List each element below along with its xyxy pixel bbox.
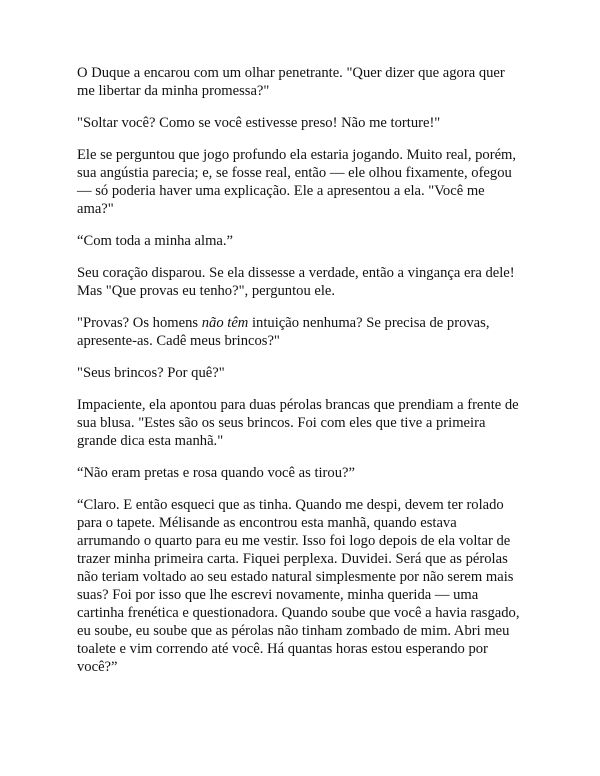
- paragraph-10: “Claro. E então esqueci que as tinha. Quando me despi, devem ter rolado para o tapete. Mélisande as encontrou esta manhã, quando estava arrumando o quarto para eu me vestir. Isso foi logo depois de ela voltar de trazer minha primeira carta. Fiquei perplexa. Duvidei. Será que as pérolas não teriam voltado ao seu estado natural simplesmente por não serem mais suas? Foi por isso que lhe escrevi novamente, minha querida — uma cartinha frenética e questionadora. Quando soube que você a havia rasgado, eu soube, eu soube que as pérolas não tinham zombado de mim. Abri meu toalete e vim correndo até você. Há quantas horas estou esperando por você?”: [77, 497, 520, 675]
- paragraph-6-italic: não têm: [201, 315, 249, 331]
- paragraph-9: “Não eram pretas e rosa quando você as tirou?”: [77, 465, 355, 481]
- paragraph-6-text-before: "Provas? Os homens: [77, 315, 202, 331]
- paragraph-7: "Seus brincos? Por quê?": [77, 365, 225, 381]
- paragraph-3: Ele se perguntou que jogo profundo ela estaria jogando. Muito real, porém, sua angústia parecia; e, se fosse real, então — ele olhou fixamente, ofegou — só poderia haver uma explicação. Ele a apresentou a ela. "Você me ama?": [77, 147, 517, 217]
- paragraph-2: "Soltar você? Como se você estivesse preso! Não me torture!": [77, 115, 441, 131]
- paragraph-6: [77, 314, 529, 350]
- paragraph-8: Impaciente, ela apontou para duas pérolas brancas que prendiam a frente de sua blusa. "Estes são os seus brincos. Foi com eles que tive a primeira grande dica esta manhã.": [77, 397, 519, 449]
- paragraph-6-text-after: intuição nenhuma? Se precisa de provas, apresente-as. Cadê meus brincos?": [77, 315, 490, 349]
- paragraph-1: O Duque a encarou com um olhar penetrante. "Quer dizer que agora quer me libertar da minha promessa?": [77, 65, 505, 99]
- document-page: [77, 64, 529, 690]
- paragraph-5: Seu coração disparou. Se ela dissesse a verdade, então a vingança era dele! Mas "Que provas eu tenho?", perguntou ele.: [77, 265, 515, 299]
- paragraph-4: “Com toda a minha alma.”: [77, 233, 234, 249]
